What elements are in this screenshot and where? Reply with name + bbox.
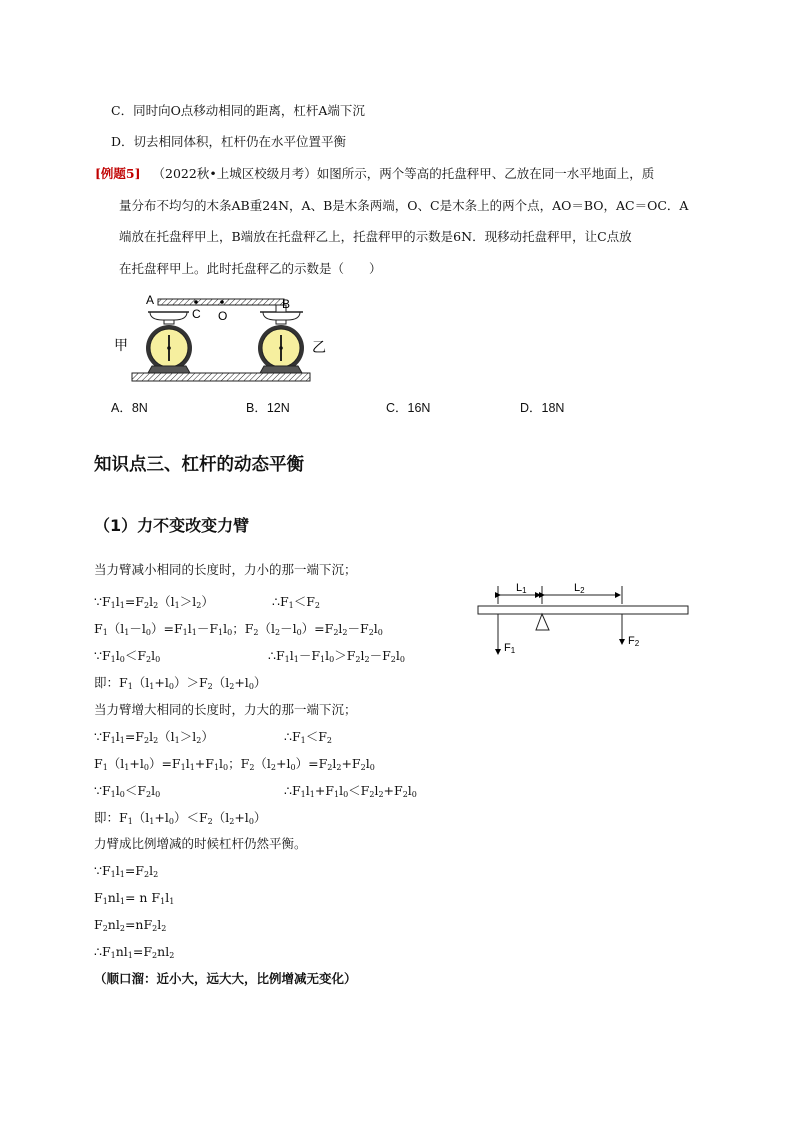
text-proportional: 力臂成比例增减的时候杠杆仍然平衡。 <box>94 836 307 851</box>
formula-7: $\because F_1l_0<F_2l_0$ <box>94 783 161 799</box>
example-text: （2022秋•上城区校级月考）如图所示，两个等高的托盘秤甲、乙放在同一水平地面上，质 <box>152 166 655 181</box>
label-b: B <box>282 297 291 311</box>
point-o <box>220 300 224 304</box>
formula-12: $\therefore F_1nl_1=F_2nl_2$ <box>94 944 175 960</box>
option-c2: C．16N <box>386 401 431 415</box>
option-b: B．12N <box>246 401 290 415</box>
lever-diagram <box>474 576 694 656</box>
label-yi: 乙 <box>312 340 326 356</box>
point-c <box>194 300 198 304</box>
example-tag: [例题5] <box>95 166 141 181</box>
scale-jia <box>146 312 192 373</box>
label-f2: F2 <box>628 635 640 648</box>
formula-1b: $\therefore F_1<F_2$ <box>272 594 321 610</box>
example-5-line1 <box>95 166 654 182</box>
label-c: C <box>192 307 201 321</box>
ground <box>132 373 310 381</box>
formula-3: $\because F_1l_0<F_2l_0$ <box>94 648 161 664</box>
fulcrum <box>536 614 549 630</box>
example-5-line2: 量分布不均匀的木条AB重24N，A、B是木条两端，O、C是木条上的两个点，AO＝BO，AC＝OC．A <box>119 198 689 213</box>
formula-5: $\because F_1l_1=F_2l_2(l_1>l_2)$ <box>94 729 214 745</box>
formula-10: $F_1nl_1= n$ $F_1l_1$ <box>94 890 175 906</box>
lever-bar <box>478 606 688 614</box>
option-c: C．同时向O点移动相同的距离，杠杆A端下沉 <box>111 103 365 118</box>
label-f1: F1 <box>504 642 516 655</box>
label-a: A <box>146 293 155 307</box>
option-d: D．切去相同体积，杠杆仍在水平位置平衡 <box>111 134 347 149</box>
example-5-line3: 端放在托盘秤甲上，B端放在托盘秤乙上，托盘秤甲的示数是6N．现移动托盘秤甲，让C点放 <box>119 229 632 244</box>
formula-2: $F_1(l_1-l_0)=F_1l_1-F_1l_0$；$F_2(l_2-l_0)=F_2l_2-F_2l_0$ <box>94 621 383 637</box>
label-l1: L1 <box>516 582 527 595</box>
formula-7b: $\therefore F_1l_1+F_1l_0<F_2l_2+F_2l_0$ <box>284 783 417 799</box>
mnemonic: （顺口溜：近小大，远大大，比例增减无变化） <box>94 971 357 986</box>
formula-3b: $\therefore F_1l_1-F_1l_0>F_2l_2-F_2l_0$ <box>268 648 405 664</box>
formula-11: $F_2nl_2=nF_2l_2$ <box>94 917 167 933</box>
formula-5b: $\therefore F_1<F_2$ <box>284 729 333 745</box>
formula-9: $\because F_1l_1=F_2l_2$ <box>94 863 159 879</box>
formula-8: 即：$F_1(l_1+l_0)<F_2(l_2+l_0)$ <box>94 810 267 826</box>
formula-6: $F_1(l_1+l_0)=F_1l_1+F_1l_0$；$F_2(l_2+l_0)=F_2l_2+F_2l_0$ <box>94 756 375 772</box>
scale-yi <box>258 305 304 373</box>
formula-4: 即：$F_1(l_1+l_0)>F_2(l_2+l_0)$ <box>94 675 267 691</box>
formula-1: $\because F_1l_1=F_2l_2(l_1>l_2)$ <box>94 594 214 610</box>
text-increase: 当力臂增大相同的长度时，力大的那一端下沉； <box>94 702 357 717</box>
label-jia: 甲 <box>114 338 128 354</box>
subsection-title: （1）力不变改变力臂 <box>94 516 250 535</box>
label-l2: L2 <box>574 582 585 595</box>
text-decrease: 当力臂减小相同的长度时，力小的那一端下沉； <box>94 562 357 577</box>
section-title: 知识点三、杠杆的动态平衡 <box>94 455 304 475</box>
option-a: A．8N <box>111 401 148 415</box>
label-o: O <box>218 309 228 323</box>
option-d2: D．18N <box>520 401 565 415</box>
scales-figure <box>108 290 326 384</box>
example-5-line4: 在托盘秤甲上。此时托盘秤乙的示数是（ ） <box>119 261 382 276</box>
